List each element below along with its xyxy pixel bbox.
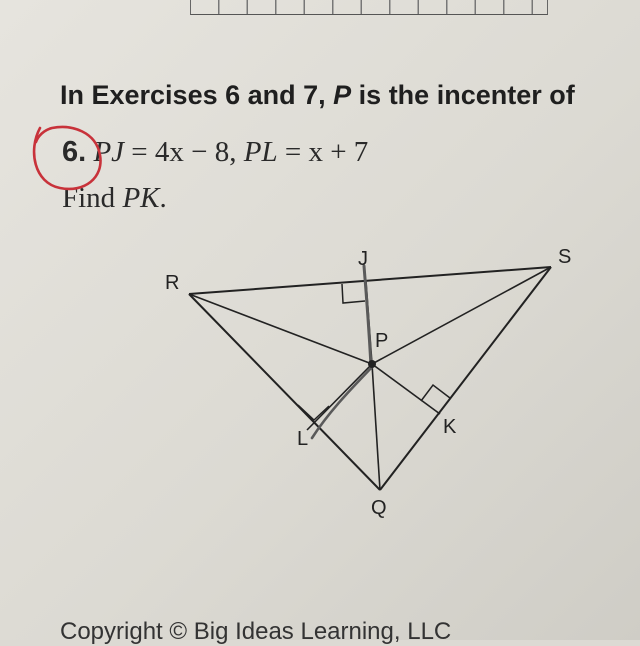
segment-rp	[189, 294, 372, 364]
instructions-text-start: In Exercises 6 and 7,	[60, 80, 334, 110]
instructions-text-end: is the incenter of	[351, 80, 575, 110]
equation-2-rhs: = x + 7	[277, 136, 369, 168]
right-angle-marker-j	[342, 284, 365, 303]
label-j: J	[358, 248, 368, 270]
task-verb: Find	[62, 182, 123, 214]
red-pen-circle	[34, 127, 100, 189]
label-l: L	[297, 428, 309, 450]
segment-sp	[372, 267, 551, 364]
label-q: Q	[371, 497, 387, 519]
label-k: K	[443, 416, 457, 438]
equation-1-rhs: = 4x − 8,	[124, 136, 244, 168]
task-period: .	[159, 182, 167, 214]
equation-2-lhs: PL	[243, 136, 278, 168]
task-target: PK	[122, 182, 160, 214]
side-rq	[189, 294, 380, 490]
exercise-number: 6.	[62, 136, 87, 168]
side-rs	[189, 267, 551, 294]
label-s: S	[558, 246, 572, 268]
equation-1-lhs: PJ	[93, 136, 125, 168]
incenter-point-p	[368, 360, 376, 368]
pencil-mark-pl	[312, 366, 373, 438]
side-sq	[380, 267, 551, 490]
label-p: P	[375, 330, 389, 352]
segment-qp	[372, 364, 380, 490]
instructions-variable: P	[333, 80, 352, 110]
label-r: R	[165, 272, 180, 294]
right-angle-marker-k	[421, 385, 450, 401]
segment-pl	[307, 364, 372, 430]
copyright-footer: Copyright © Big Ideas Learning, LLC	[60, 618, 452, 645]
